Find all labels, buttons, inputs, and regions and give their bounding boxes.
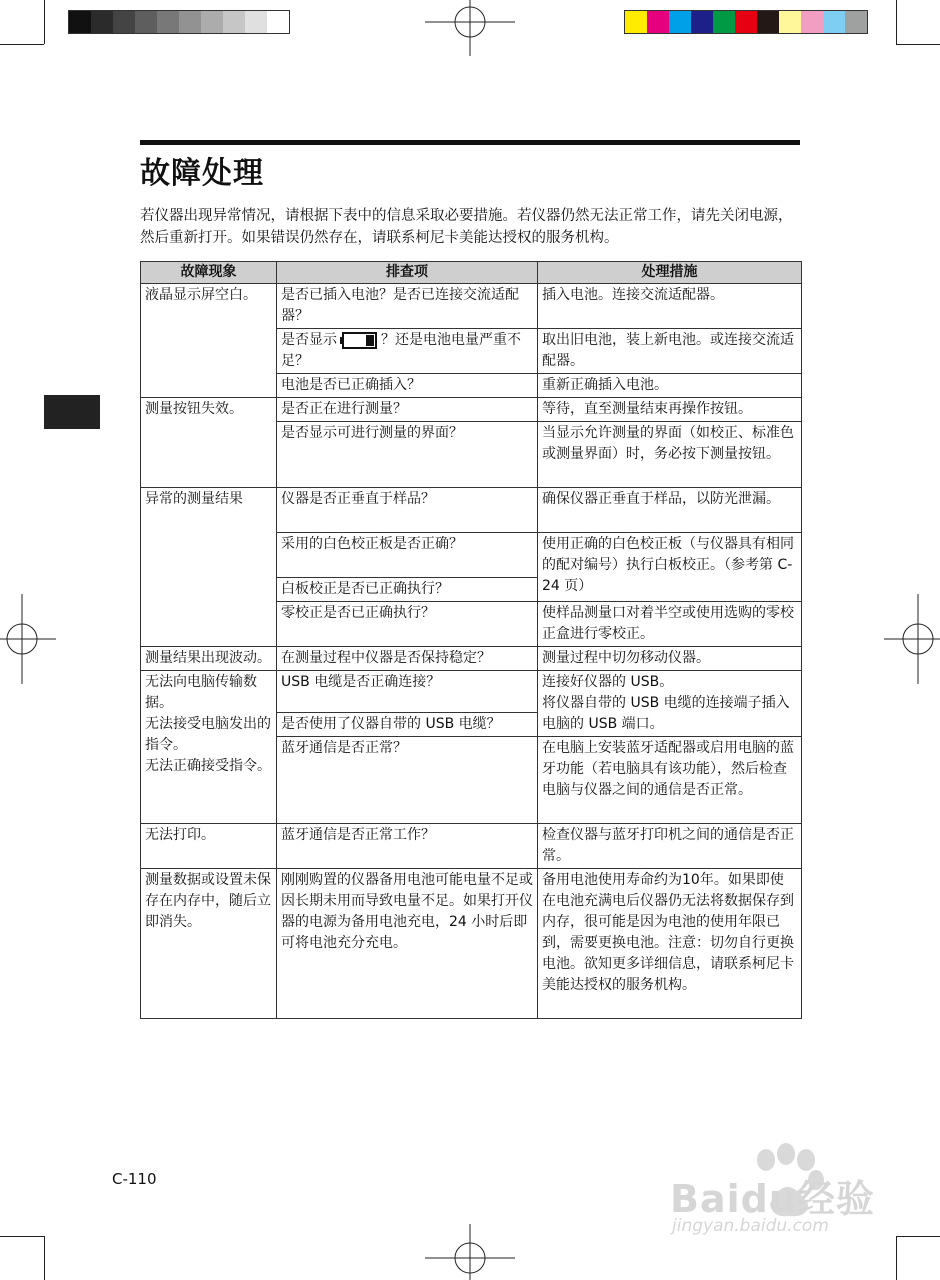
symptom-cell: 测量数据或设置未保存在内存中，随后立即消失。: [141, 869, 277, 1019]
crop-mark: [0, 44, 44, 45]
color-swatch: [179, 11, 201, 33]
check-cell: 白板校正是否已正确执行？: [277, 578, 538, 602]
action-cell: 等待，直至测量结束再操作按钮。: [538, 398, 802, 422]
color-swatch: [801, 11, 823, 33]
check-cell: 是否显示可进行测量的界面？: [277, 422, 538, 488]
check-cell: 蓝牙通信是否正常工作？: [277, 824, 538, 869]
symptom-cell: 液晶显示屏空白。: [141, 284, 277, 398]
color-swatch: [69, 11, 91, 33]
action-cell: 确保仪器正垂直于样品，以防光泄漏。: [538, 488, 802, 533]
page-title: 故障处理: [140, 156, 264, 191]
table-row: [141, 488, 802, 533]
registration-mark-left-icon: [0, 594, 56, 684]
crop-mark: [896, 1236, 940, 1237]
action-cell: 取出旧电池，装上新电池。或连接交流适配器。: [538, 329, 802, 374]
intro-paragraph: 若仪器出现异常情况，请根据下表中的信息采取必要措施。若仪器仍然无法正常工作，请先关闭电源，然后重新打开。如果错误仍然存在，请联系柯尼卡美能达授权的服务机构。: [140, 208, 793, 246]
color-swatch: [245, 11, 267, 33]
chapter-tab: [44, 395, 100, 429]
color-swatch: [625, 11, 647, 33]
color-swatch: [669, 11, 691, 33]
color-swatch: [157, 11, 179, 33]
color-swatch: [823, 11, 845, 33]
heading-rule: [140, 140, 800, 145]
check-cell: 蓝牙通信是否正常？: [277, 737, 538, 824]
watermark-url: jingyan.baidu.com: [672, 1216, 829, 1236]
color-swatch: [223, 11, 245, 33]
table-row: [141, 824, 802, 869]
action-cell: 当显示允许测量的界面（如校正、标准色或测量界面）时，务必按下测量按钮。: [538, 422, 802, 488]
check-cell: 是否使用了仪器自带的 USB 电缆？: [277, 713, 538, 737]
crop-mark: [896, 1236, 897, 1280]
check-cell: 电池是否已正确插入？: [277, 374, 538, 398]
symptom-cell: 异常的测量结果: [141, 488, 277, 647]
symptom-cell: 无法打印。: [141, 824, 277, 869]
color-swatch: [757, 11, 779, 33]
table-row: [141, 869, 802, 1019]
crop-mark: [896, 44, 940, 45]
header-action: 处理措施: [538, 262, 802, 284]
table-row: [141, 671, 802, 713]
crop-mark: [0, 1236, 44, 1237]
troubleshooting-table: [140, 261, 802, 1019]
low-battery-icon: [340, 332, 378, 349]
symptom-cell: 无法向电脑传输数据。 无法接受电脑发出的指令。 无法正确接受指令。: [141, 671, 277, 824]
check-cell: 是否正在进行测量？: [277, 398, 538, 422]
action-cell: 检查仪器与蓝牙打印机之间的通信是否正常。: [538, 824, 802, 869]
table-row: [141, 398, 802, 422]
check-cell: USB 电缆是否正确连接？: [277, 671, 538, 713]
color-swatch: [135, 11, 157, 33]
action-cell: 使用正确的白色校正板（与仪器具有相同的配对编号）执行白板校正。（参考第 C-24 页）: [538, 533, 802, 602]
action-cell: 测量过程中切勿移动仪器。: [538, 647, 802, 671]
check-cell: [277, 329, 538, 374]
page-number: C-110: [112, 1170, 157, 1188]
color-swatch: [91, 11, 113, 33]
action-cell: 重新正确插入电池。: [538, 374, 802, 398]
color-swatch: [845, 11, 867, 33]
table-row: [141, 647, 802, 671]
grayscale-control-bar: [68, 10, 290, 34]
crop-mark: [44, 0, 45, 44]
action-cell: 插入电池。连接交流适配器。: [538, 284, 802, 329]
color-swatch: [713, 11, 735, 33]
color-swatch: [267, 11, 289, 33]
check-text: 是否显示: [281, 332, 337, 348]
symptom-cell: 测量按钮失效。: [141, 398, 277, 488]
watermark-brand: Baidu经验: [670, 1177, 875, 1221]
check-cell: 采用的白色校正板是否正确？: [277, 533, 538, 578]
color-swatch: [779, 11, 801, 33]
action-cell: 使样品测量口对着半空或使用选购的零校正盒进行零校正。: [538, 602, 802, 647]
check-cell: 在测量过程中仪器是否保持稳定？: [277, 647, 538, 671]
action-cell: 连接好仪器的 USB。 将仪器自带的 USB 电缆的连接端子插入电脑的 USB 端口。: [538, 671, 802, 737]
table-header-row: [141, 262, 802, 284]
color-swatch: [113, 11, 135, 33]
symptom-cell: 测量结果出现波动。: [141, 647, 277, 671]
baidu-watermark: [668, 1140, 888, 1245]
check-cell: 零校正是否已正确执行？: [277, 602, 538, 647]
color-control-bar: [624, 10, 868, 34]
registration-mark-bottom-icon: [425, 1224, 515, 1280]
registration-mark-top-icon: [425, 0, 515, 56]
color-swatch: [691, 11, 713, 33]
action-cell: 在电脑上安装蓝牙适配器或启用电脑的蓝牙功能（若电脑具有该功能），然后检查电脑与仪器之间的通信是否正常。: [538, 737, 802, 824]
crop-mark: [896, 0, 897, 44]
check-cell: 仪器是否正垂直于样品？: [277, 488, 538, 533]
header-check: 排查项: [277, 262, 538, 284]
action-cell: 备用电池使用寿命约为10年。如果即使在电池充满电后仪器仍无法将数据保存到内存，很可能是因为电池的使用年限已到，需要更换电池。注意：切勿自行更换电池。欲知更多详细信息，请联系柯尼卡美能达授权的服务机构。: [538, 869, 802, 1019]
color-swatch: [735, 11, 757, 33]
color-swatch: [647, 11, 669, 33]
registration-mark-right-icon: [884, 594, 940, 684]
color-swatch: [201, 11, 223, 33]
check-cell: 刚刚购置的仪器备用电池可能电量不足或因长期未用而导致电量不足。如果打开仪器的电源为备用电池充电，24 小时后即可将电池充分充电。: [277, 869, 538, 1019]
header-symptom: 故障现象: [141, 262, 277, 284]
check-cell: 是否已插入电池？是否已连接交流适配器？: [277, 284, 538, 329]
check-text: ？还是电池电量严重不足？: [281, 332, 521, 369]
crop-mark: [44, 1236, 45, 1280]
table-row: [141, 284, 802, 329]
